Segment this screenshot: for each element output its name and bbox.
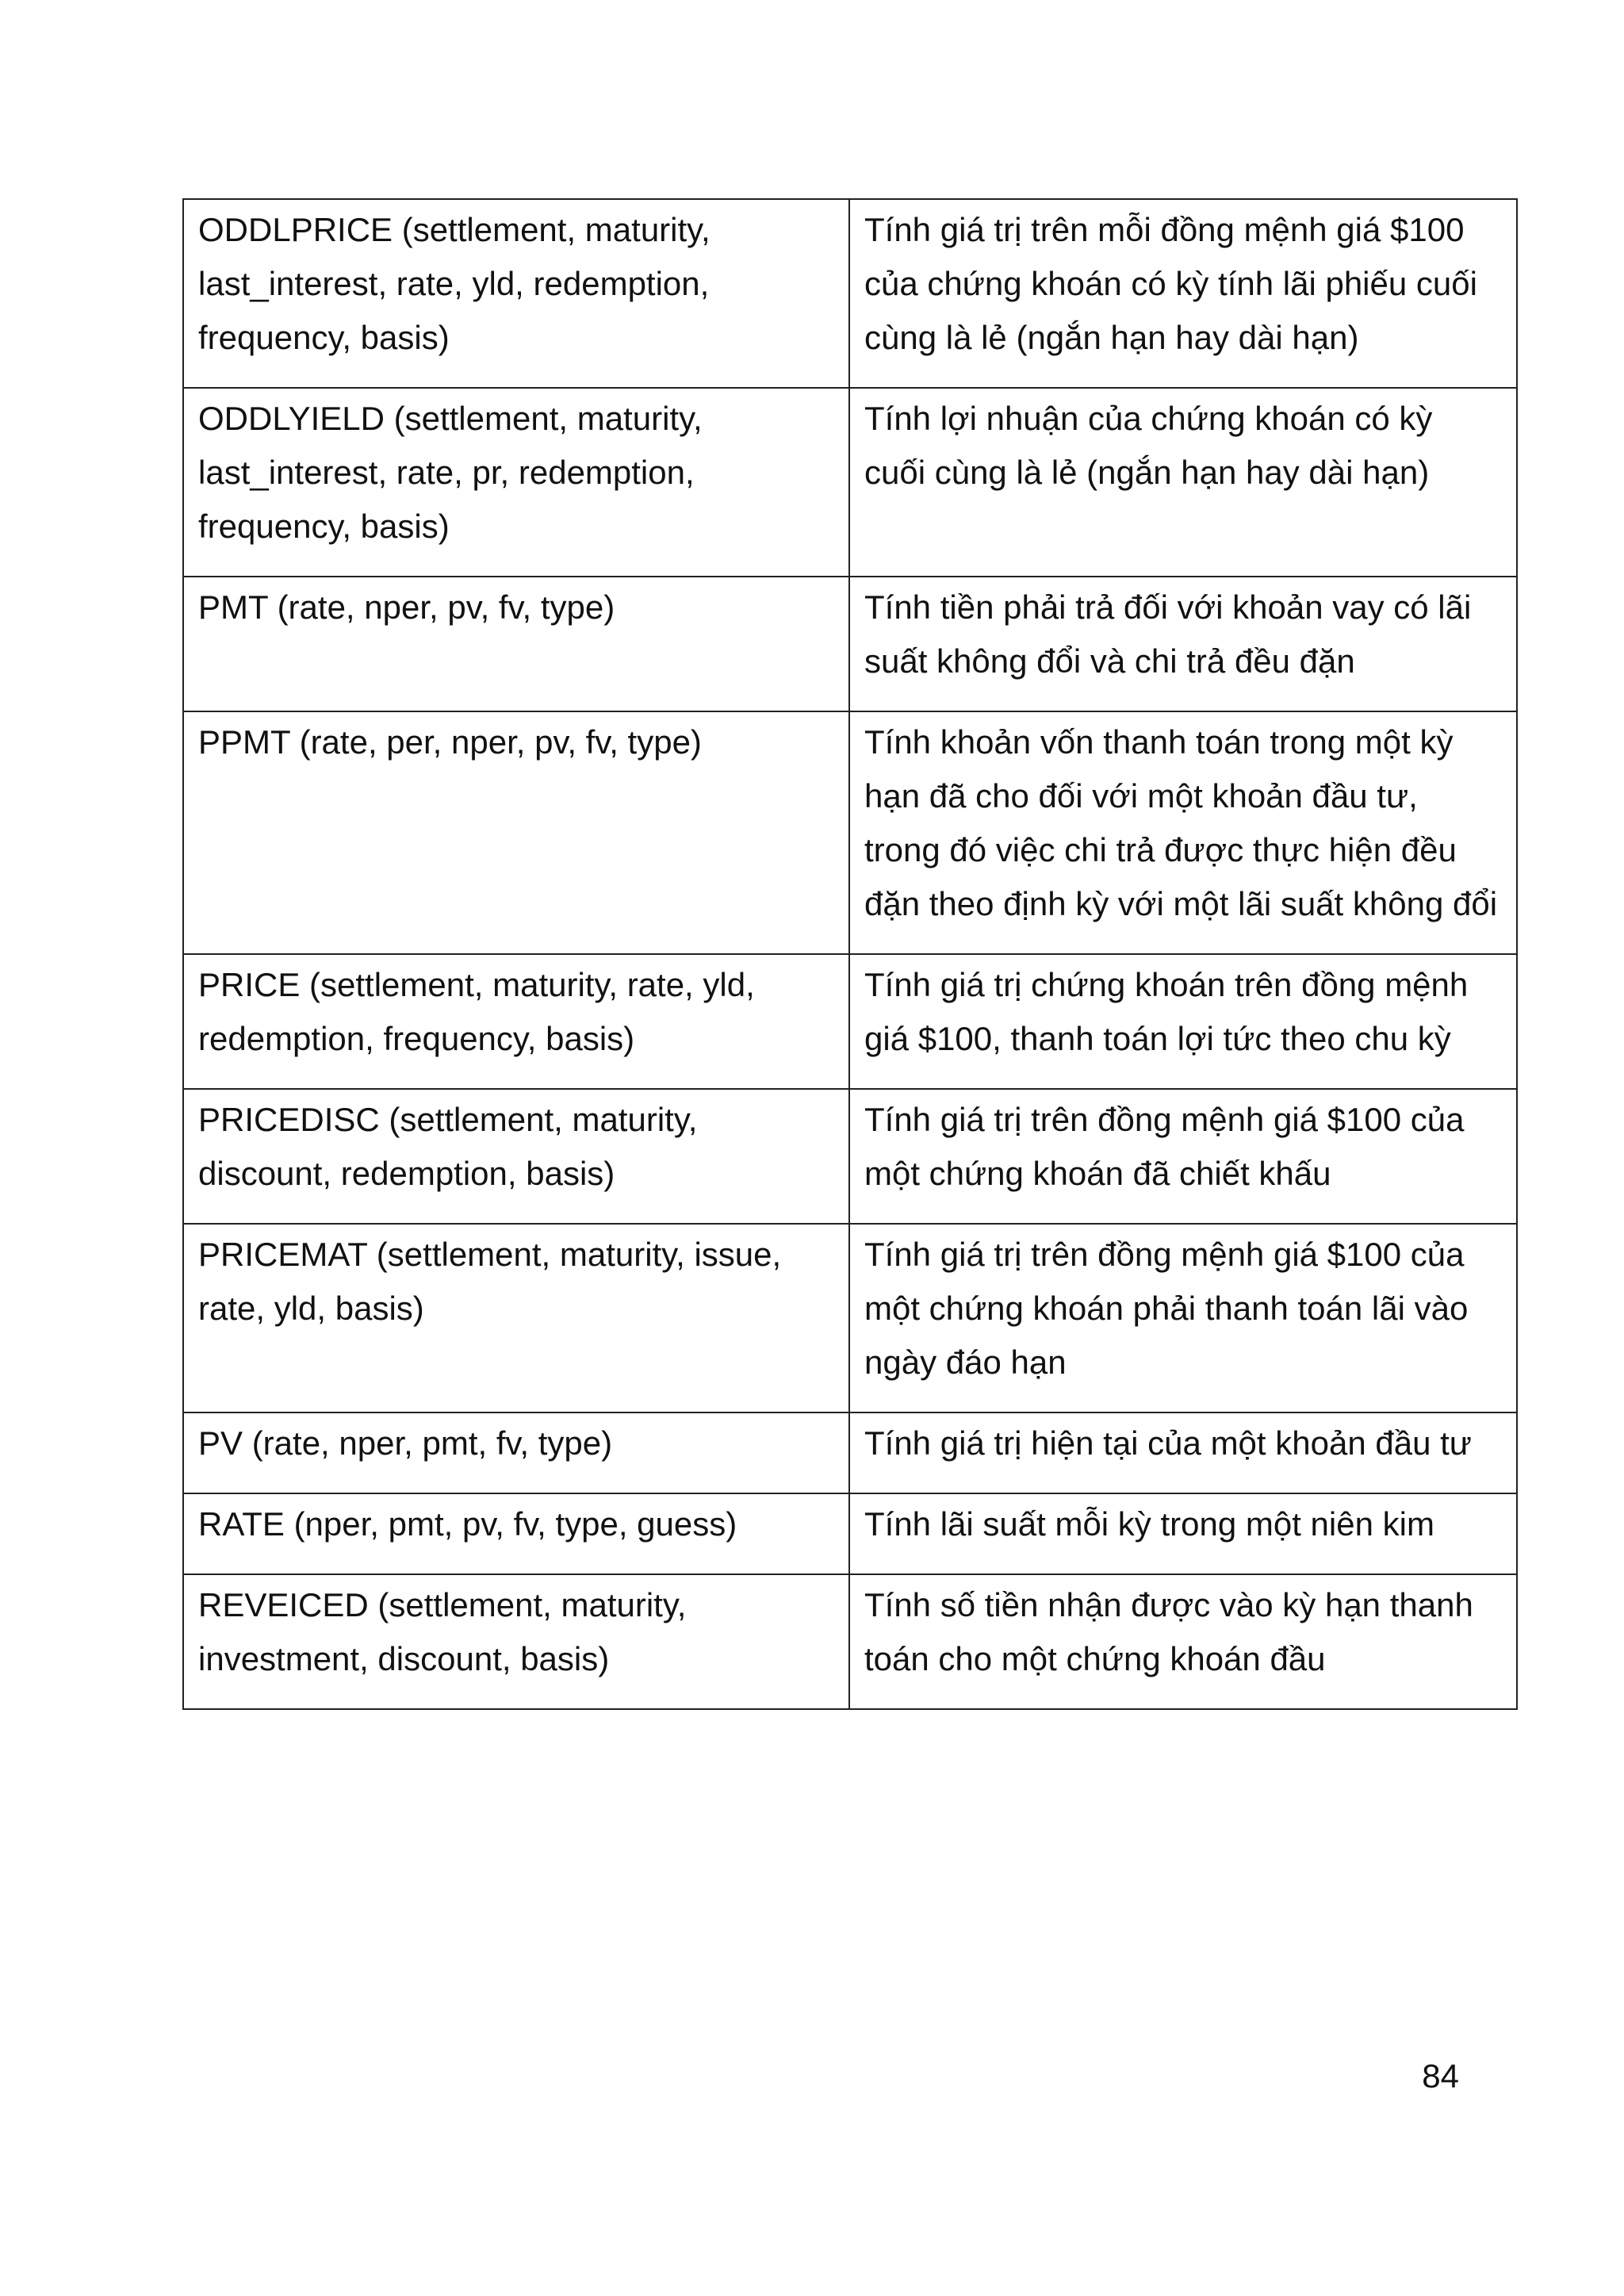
table-row [183,199,1517,388]
function-description: Tính số tiền nhận được vào kỳ hạn thanh toán cho một chứng khoán đầu [849,1574,1517,1709]
table-row [183,1574,1517,1709]
function-description: Tính giá trị trên đồng mệnh giá $100 của một chứng khoán đã chiết khấu [849,1089,1517,1224]
table-row [183,1412,1517,1493]
function-signature: PV (rate, nper, pmt, fv, type) [183,1412,849,1493]
function-description: Tính giá trị trên mỗi đồng mệnh giá $100 của chứng khoán có kỳ tính lãi phiếu cuối cùng là lẻ (ngắn hạn hay dài hạn) [849,199,1517,388]
page-number: 84 [1422,2057,1459,2095]
function-signature: PRICEMAT (settlement, maturity, issue, rate, yld, basis) [183,1224,849,1412]
function-description: Tính khoản vốn thanh toán trong một kỳ hạn đã cho đối với một khoản đầu tư, trong đó việc chi trả được thực hiện đều đặn theo định kỳ với một lãi suất không đổi [849,711,1517,954]
function-description: Tính tiền phải trả đối với khoản vay có lãi suất không đổi và chi trả đều đặn [849,577,1517,711]
function-description: Tính lợi nhuận của chứng khoán có kỳ cuối cùng là lẻ (ngắn hạn hay dài hạn) [849,388,1517,577]
table-row [183,388,1517,577]
table-row [183,577,1517,711]
function-signature: ODDLPRICE (settlement, maturity, last_interest, rate, yld, redemption, frequency, basis) [183,199,849,388]
function-description: Tính lãi suất mỗi kỳ trong một niên kim [849,1493,1517,1574]
function-signature: PRICEDISC (settlement, maturity, discount, redemption, basis) [183,1089,849,1224]
function-signature: PRICE (settlement, maturity, rate, yld, redemption, frequency, basis) [183,954,849,1089]
function-signature: PPMT (rate, per, nper, pv, fv, type) [183,711,849,954]
table-row [183,954,1517,1089]
function-signature: PMT (rate, nper, pv, fv, type) [183,577,849,711]
table-row [183,1089,1517,1224]
function-signature: RATE (nper, pmt, pv, fv, type, guess) [183,1493,849,1574]
function-description: Tính giá trị chứng khoán trên đồng mệnh giá $100, thanh toán lợi tức theo chu kỳ [849,954,1517,1089]
function-signature: REVEICED (settlement, maturity, investment, discount, basis) [183,1574,849,1709]
function-signature: ODDLYIELD (settlement, maturity, last_interest, rate, pr, redemption, frequency, basis) [183,388,849,577]
function-description: Tính giá trị trên đồng mệnh giá $100 của một chứng khoán phải thanh toán lãi vào ngày đáo hạn [849,1224,1517,1412]
function-table [182,198,1518,1710]
function-description: Tính giá trị hiện tại của một khoản đầu tư [849,1412,1517,1493]
table-row [183,1224,1517,1412]
table-row [183,711,1517,954]
table-row [183,1493,1517,1574]
